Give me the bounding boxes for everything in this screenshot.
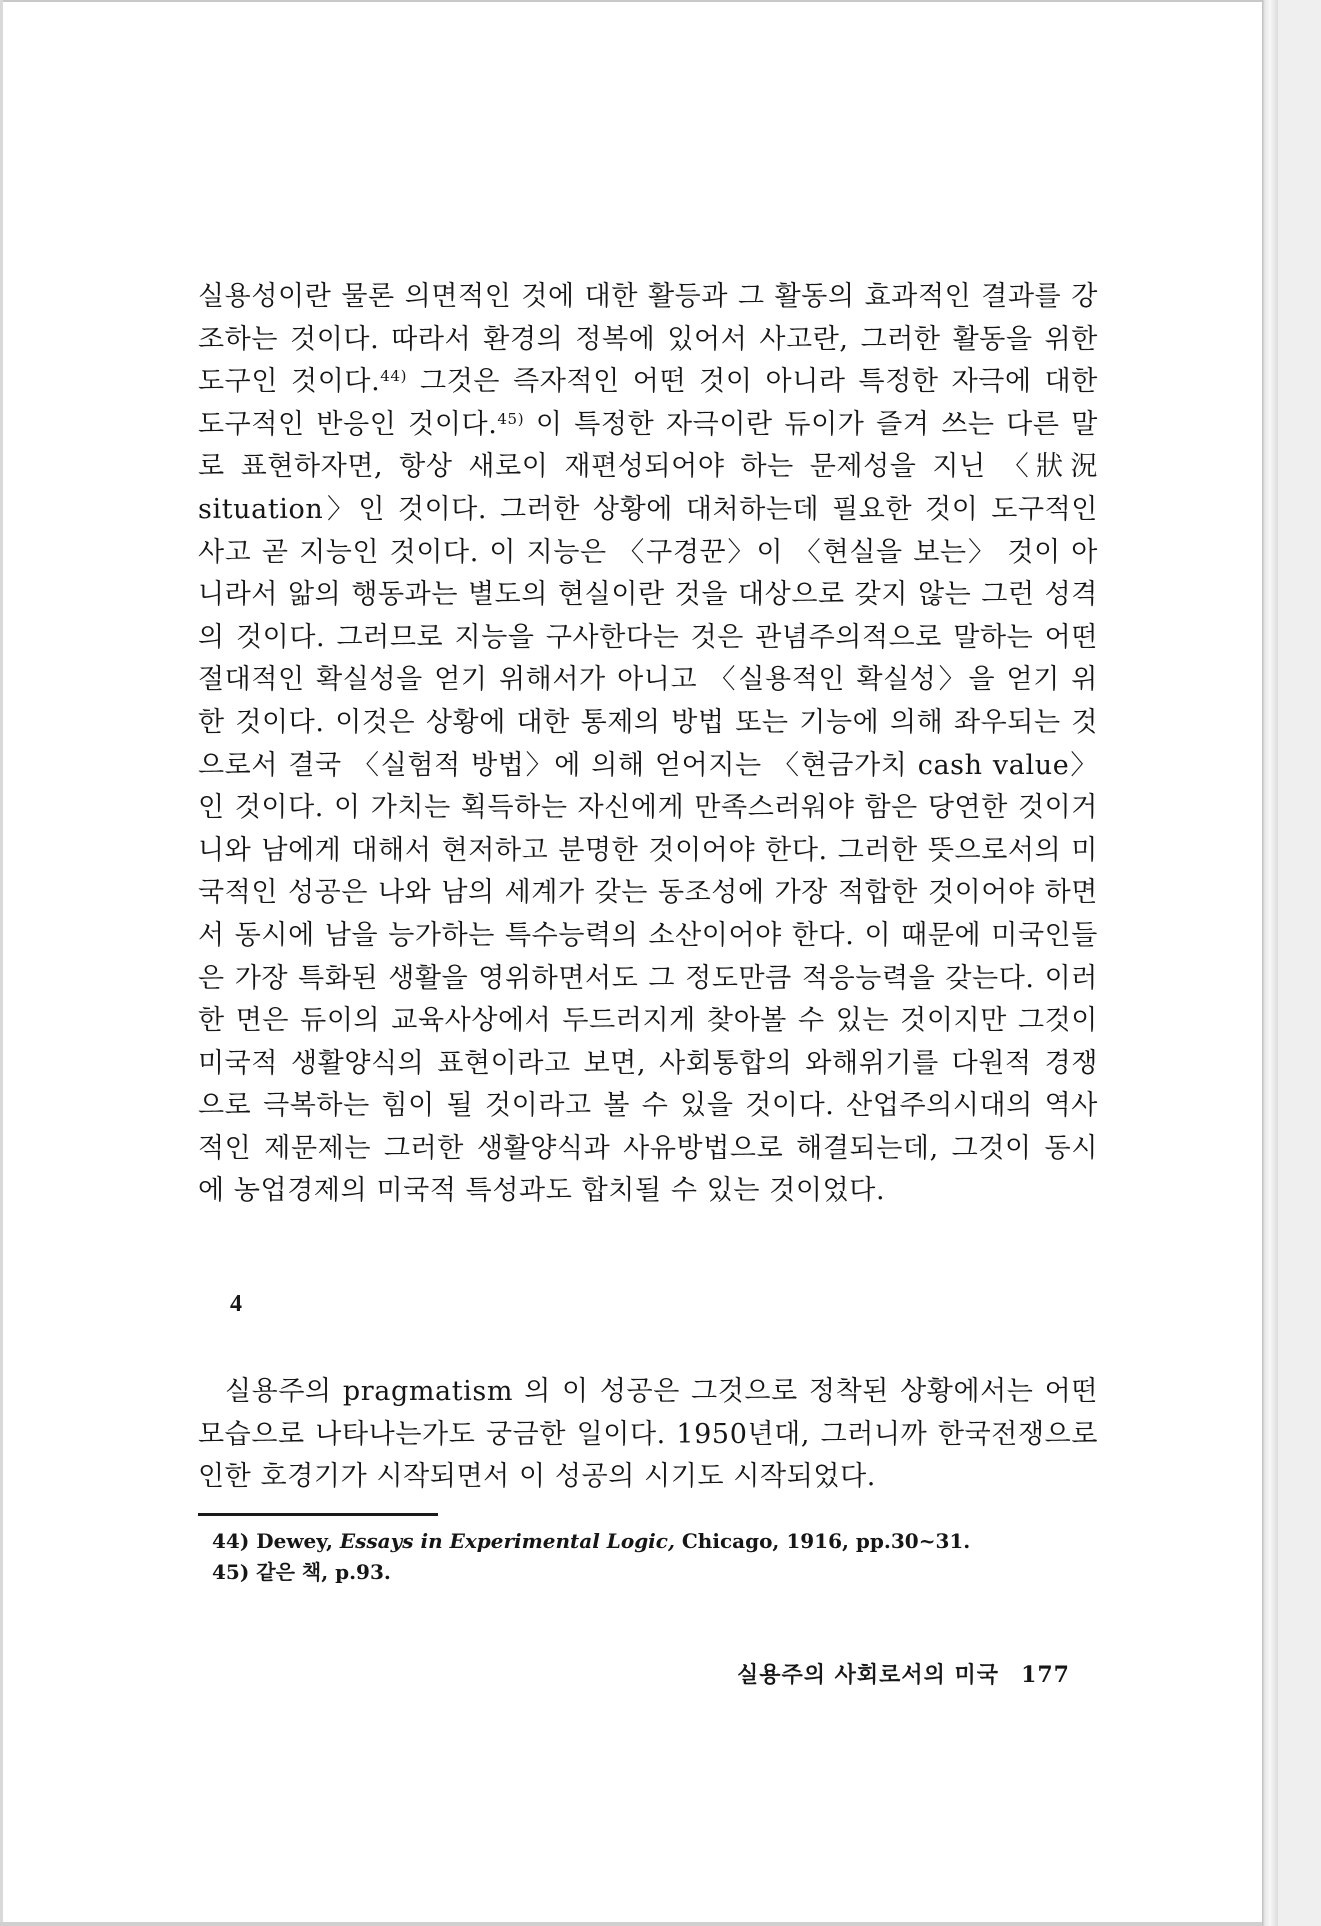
paragraph-text: 그것은 즉자적인 어떤 것이 아니라 특정한 자극에 대한 도구적인 반응인 것이다.: [198, 366, 1098, 440]
footnote-text: 같은 책, p.93.: [256, 1559, 391, 1584]
page-top-edge: [0, 0, 1262, 2]
viewer-background: [1278, 0, 1321, 1926]
footnote-marker: 45): [212, 1559, 250, 1584]
footnote-reference-45: 45): [497, 409, 525, 428]
footnote-rest: Chicago, 1916, pp.30~31.: [681, 1528, 971, 1553]
page-content: [198, 276, 1098, 1588]
footnote-divider: [198, 1513, 438, 1516]
footnote-44: [212, 1526, 1098, 1557]
footnote-45: [212, 1557, 1098, 1588]
running-footer: [198, 1660, 1070, 1690]
footnotes: [212, 1526, 1098, 1588]
paragraph-text: 실용성이란 물론 의면적인 것에 대한 활등과 그 활동의 효과적인 결과를 강조하는 것이다. 따라서 환경의 정복에 있어서 사고란, 그러한 활동을 위한 도구인 것이다.: [198, 281, 1098, 398]
running-title: 실용주의 사회로서의 미국: [736, 1662, 1000, 1688]
body-paragraph-1: [198, 276, 1098, 1213]
section-number: 4: [230, 1291, 242, 1318]
body-paragraph-2: 실용주의 pragmatism 의 이 성공은 그것으로 정착된 상황에서는 어떤 모습으로 나타나는가도 궁금한 일이다. 1950년대, 그러니까 한국전쟁으로 인한 호경기가 시작되면서 이 성공의 시기도 시작되었다.: [198, 1376, 1098, 1493]
footnote-reference-44: 44): [380, 367, 408, 386]
footnote-author: Dewey,: [256, 1528, 333, 1553]
footnote-title: Essays in Experimental Logic,: [339, 1528, 675, 1553]
page-right-edge: [1262, 0, 1278, 1926]
page-left-edge: [0, 0, 3, 1926]
paragraph-text: 이 특정한 자극이란 듀이가 즐겨 쓰는 다른 말로 표현하자면, 항상 새로이 재편성되어야 하는 문제성을 지닌 〈狀況 situation〉인 것이다. 그러한 상황에 대처하는데 필요한 것이 도구적인 사고 곧 지능인 것이다. 이 지능은 〈구경꾼〉이 〈현실을 보는〉 것이 아니라서 앎의 행동과는 별도의 현실이란 것을 대상으로 갖지 않는 그런 성격의 것이다. 그러므로 지능을 구사한다는 것은 관념주의적으로 말하는 어떤 절대적인 확실성을 얻기 위해서가 아니고 〈실용적인 확실성〉을 얻기 위한 것이다. 이것은 상황에 대한 통제의 방법 또는 기능에 의해 좌우되는 것으로서 결국 〈실험적 방법〉에 의해 얻어지는 〈현금가치 cash value〉인 것이다. 이 가치는 획득하는 자신에게 만족스러워야 함은 당연한 것이거니와 남에게 대해서 현저하고 분명한 것이어야 한다. 그러한 뜻으로서의 미국적인 성공은 나와 남의 세계가 갖는 동조성에 가장 적합한 것이어야 하면서 동시에 남을 능가하는 특수능력의 소산이어야 한다. 이 때문에 미국인들은 가장 특화된 생활을 영위하면서도 그 정도만큼 적응능력을 갖는다. 이러한 면은 듀이의 교육사상에서 두드러지게 찾아볼 수 있는 것이지만 그것이 미국적 생활양식의 표현이라고 보면, 사회통합의 와해위기를 다원적 경쟁으로 극복하는 힘이 될 것이라고 볼 수 있을 것이다. 산업주의시대의 역사적인 제문제는 그러한 생활양식과 사유방법으로 해결되는데, 그것이 동시에 농업경제의 미국적 특성과도 합치될 수 있는 것이었다.: [198, 408, 1098, 1207]
page-bottom-edge: [0, 1922, 1262, 1926]
page-number: 177: [1021, 1662, 1070, 1688]
footnote-marker: 44): [212, 1528, 250, 1553]
